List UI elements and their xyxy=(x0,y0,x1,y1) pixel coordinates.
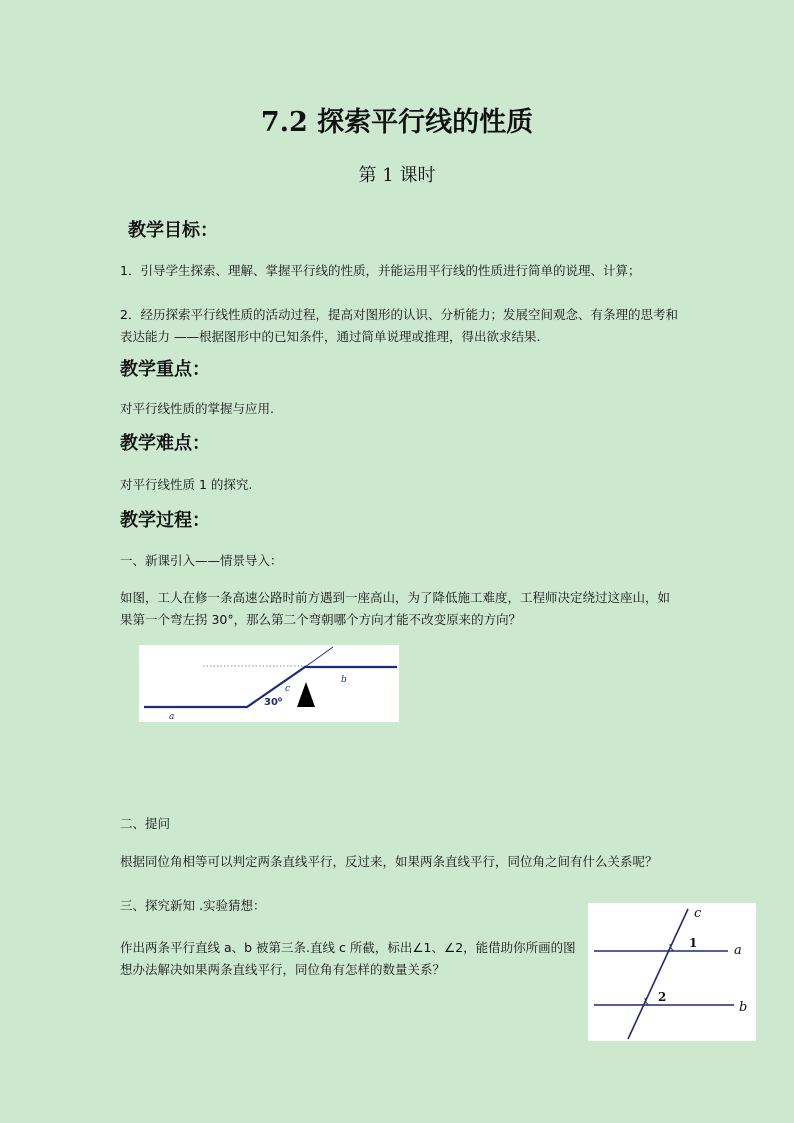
road-label-a: a xyxy=(169,712,175,722)
road-extension-line xyxy=(305,647,333,667)
road-diagram xyxy=(139,645,399,722)
road-label-b: b xyxy=(341,675,347,685)
part2-title: 二、提问 xyxy=(120,816,171,831)
part1-title: 一、新课引入——情景导入： xyxy=(120,553,283,568)
parallel-lines-figure xyxy=(588,903,756,1041)
objective-2: 2．经历探索平行线性质的活动过程，提高对图形的认识、分析能力；发展空间观念、有条理的思考和表达能力 ——根据图形中的已知条件，通过简单说理或推理，得出欲求结果. xyxy=(120,307,678,344)
label-b: b xyxy=(739,1000,748,1015)
angle-1-label: 1 xyxy=(689,936,698,950)
mountain-icon xyxy=(297,682,315,707)
objectives-heading: 教学目标： xyxy=(128,220,218,241)
angle-30-label: 30⁰ xyxy=(264,697,283,708)
lesson-subtitle: 第 1 课时 xyxy=(358,165,436,186)
part3-text: 作出两条平行直线 a、b 被第三条.直线 c 所截，标出∠1、∠2，能借助你所画的图想办法解决如果两条直线平行，同位角有怎样的数量关系？ xyxy=(120,940,576,977)
objective-1: 1．引导学生探索、理解、掌握平行线的性质，并能运用平行线的性质进行简单的说理、计算； xyxy=(120,263,641,278)
key-points-text: 对平行线性质的掌握与应用. xyxy=(120,401,274,416)
difficulty-text: 对平行线性质 1 的探究. xyxy=(120,477,253,492)
key-points-heading: 教学重点： xyxy=(120,359,210,380)
page-title: 7.2 探索平行线的性质 xyxy=(260,107,534,138)
road-figure xyxy=(139,645,399,722)
label-c: c xyxy=(694,906,702,921)
angle-2-label: 2 xyxy=(658,990,667,1004)
line-c xyxy=(628,909,688,1039)
part2-text: 根据同位角相等可以判定两条直线平行，反过来，如果两条直线平行，同位角之间有什么关系呢？ xyxy=(120,854,658,869)
part1-text: 如图，工人在修一条高速公路时前方遇到一座高山，为了降低施工难度，工程师决定绕过这座山，如果第一个弯左拐 30°，那么第二个弯朝哪个方向才能不改变原来的方向？ xyxy=(120,590,671,627)
label-a: a xyxy=(734,943,742,958)
process-heading: 教学过程： xyxy=(120,510,210,531)
road-label-c: c xyxy=(285,684,291,694)
difficulty-heading: 教学难点： xyxy=(120,433,210,454)
parallel-lines-diagram xyxy=(588,903,756,1041)
part3-title: 三、探究新知 .实验猜想： xyxy=(120,898,266,913)
